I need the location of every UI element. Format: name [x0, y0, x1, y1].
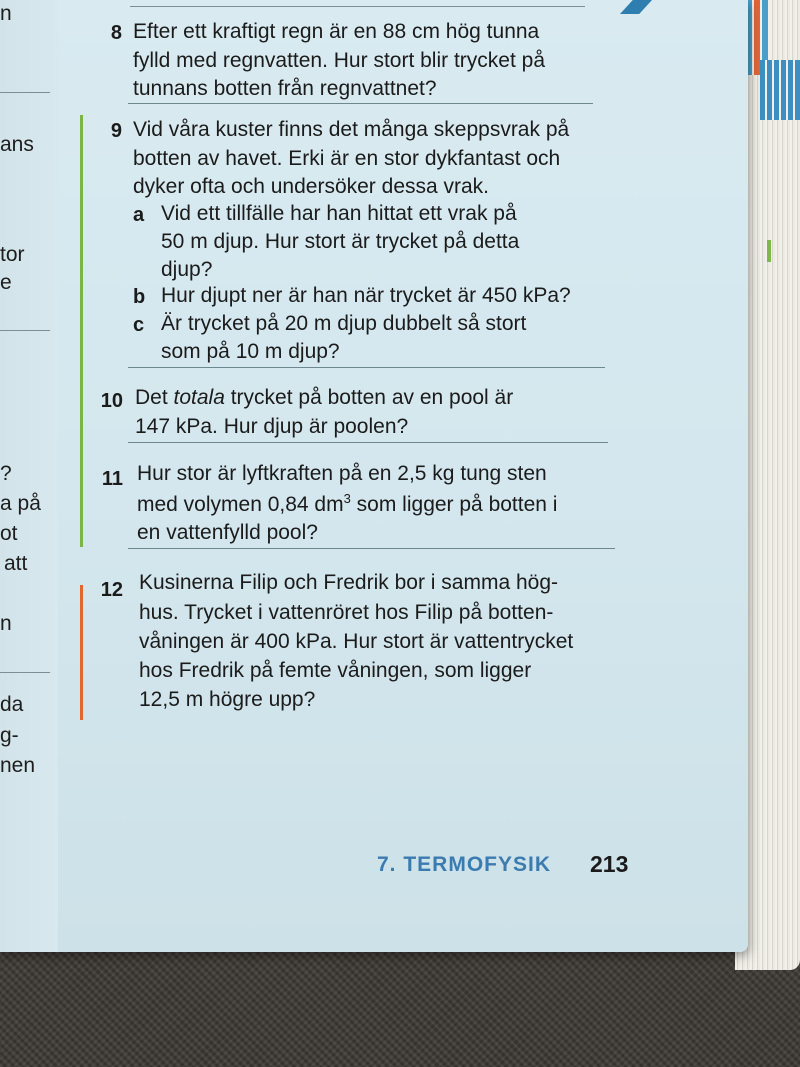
margin-fragment: ? — [0, 462, 12, 485]
problem-divider — [128, 442, 608, 443]
subproblem-text-line: Hur djupt ner är han när trycket är 450 kPa? — [161, 284, 571, 307]
subproblem-label: c — [133, 314, 145, 336]
book-tab-markers-blue — [760, 60, 800, 120]
green-section-bar — [80, 115, 83, 547]
margin-fragment: e — [0, 271, 12, 294]
problem-text-line: 147 kPa. Hur djup är poolen? — [135, 415, 409, 438]
problem-text-line: en vattenfylld pool? — [137, 521, 318, 544]
margin-fragment: att — [4, 552, 28, 575]
problem-divider — [128, 367, 605, 368]
problem-number: 12 — [100, 579, 123, 601]
subproblem-text-line: Vid ett tillfälle har han hittat ett vrak på — [161, 202, 517, 225]
carpet-background — [0, 940, 800, 1067]
problem-text-line: fylld med regnvatten. Hur stort blir trycket på — [133, 49, 545, 72]
margin-rule — [0, 330, 50, 331]
subproblem-label: b — [133, 286, 146, 308]
problem-number: 9 — [110, 120, 122, 142]
margin-fragment: n — [0, 2, 12, 25]
problem-number: 11 — [101, 468, 123, 490]
margin-fragment: n — [0, 612, 12, 635]
orange-section-bar — [80, 585, 83, 720]
problem-text-line: Efter ett kraftigt regn är en 88 cm hög tunna — [133, 20, 540, 43]
subproblem-text-line: 50 m djup. Hur stort är trycket på detta — [161, 230, 520, 253]
problem-text-line: hos Fredrik på femte våningen, som ligger — [139, 659, 532, 682]
problem-text-line: Hur stor är lyftkraften på en 2,5 kg tung sten — [137, 462, 547, 485]
margin-fragment: nen — [0, 754, 36, 777]
problem-text-line: botten av havet. Erki är en stor dykfantast och — [133, 147, 561, 170]
margin-fragment: da — [0, 693, 24, 716]
problem-text-line: Kusinerna Filip och Fredrik bor i samma hög- — [139, 571, 558, 594]
margin-fragment: a på — [0, 492, 41, 515]
margin-rule — [0, 92, 50, 93]
problem-divider — [128, 103, 593, 104]
superscript: 3 — [343, 491, 351, 506]
margin-rule — [0, 672, 50, 673]
top-divider — [130, 6, 585, 7]
problem-text-line: 12,5 m högre upp? — [139, 688, 316, 711]
subproblem-text-line: Är trycket på 20 m djup dubbelt så stort — [161, 312, 527, 335]
green-tab-marker — [767, 240, 771, 262]
subproblem-text-line: som på 10 m djup? — [161, 340, 340, 363]
problem-text-line — [135, 386, 513, 410]
problem-text-line — [137, 491, 557, 517]
chapter-title: 7. TERMOFYSIK — [377, 853, 552, 876]
subproblem-label: a — [133, 204, 145, 226]
subproblem-text-line: djup? — [161, 258, 213, 281]
text-segment: som ligger på botten i — [350, 493, 558, 516]
text-segment: trycket på botten av en pool är — [224, 386, 514, 409]
problem-number: 10 — [100, 390, 123, 412]
margin-fragment: ans — [0, 133, 34, 156]
problem-text-line: tunnans botten från regnvattnet? — [133, 77, 437, 100]
blue-corner-decoration — [620, 0, 652, 14]
margin-fragment: g- — [0, 724, 19, 747]
page-number: 213 — [590, 851, 629, 877]
text-segment: med volymen 0,84 dm — [137, 493, 344, 516]
margin-fragment: tor — [0, 243, 25, 266]
emphasized-word: totala — [173, 386, 225, 409]
problem-text-line: Vid våra kuster finns det många skeppsvrak på — [133, 118, 570, 141]
problem-number: 8 — [110, 22, 122, 44]
margin-fragment: ot — [0, 522, 18, 545]
problem-text-line: dyker ofta och undersöker dessa vrak. — [133, 175, 490, 198]
problem-text-line: hus. Trycket i vattenröret hos Filip på botten- — [139, 601, 554, 624]
problem-text-line: våningen är 400 kPa. Hur stort är vattentrycket — [139, 630, 574, 653]
problem-divider — [128, 548, 615, 549]
text-segment: Det — [135, 386, 174, 409]
